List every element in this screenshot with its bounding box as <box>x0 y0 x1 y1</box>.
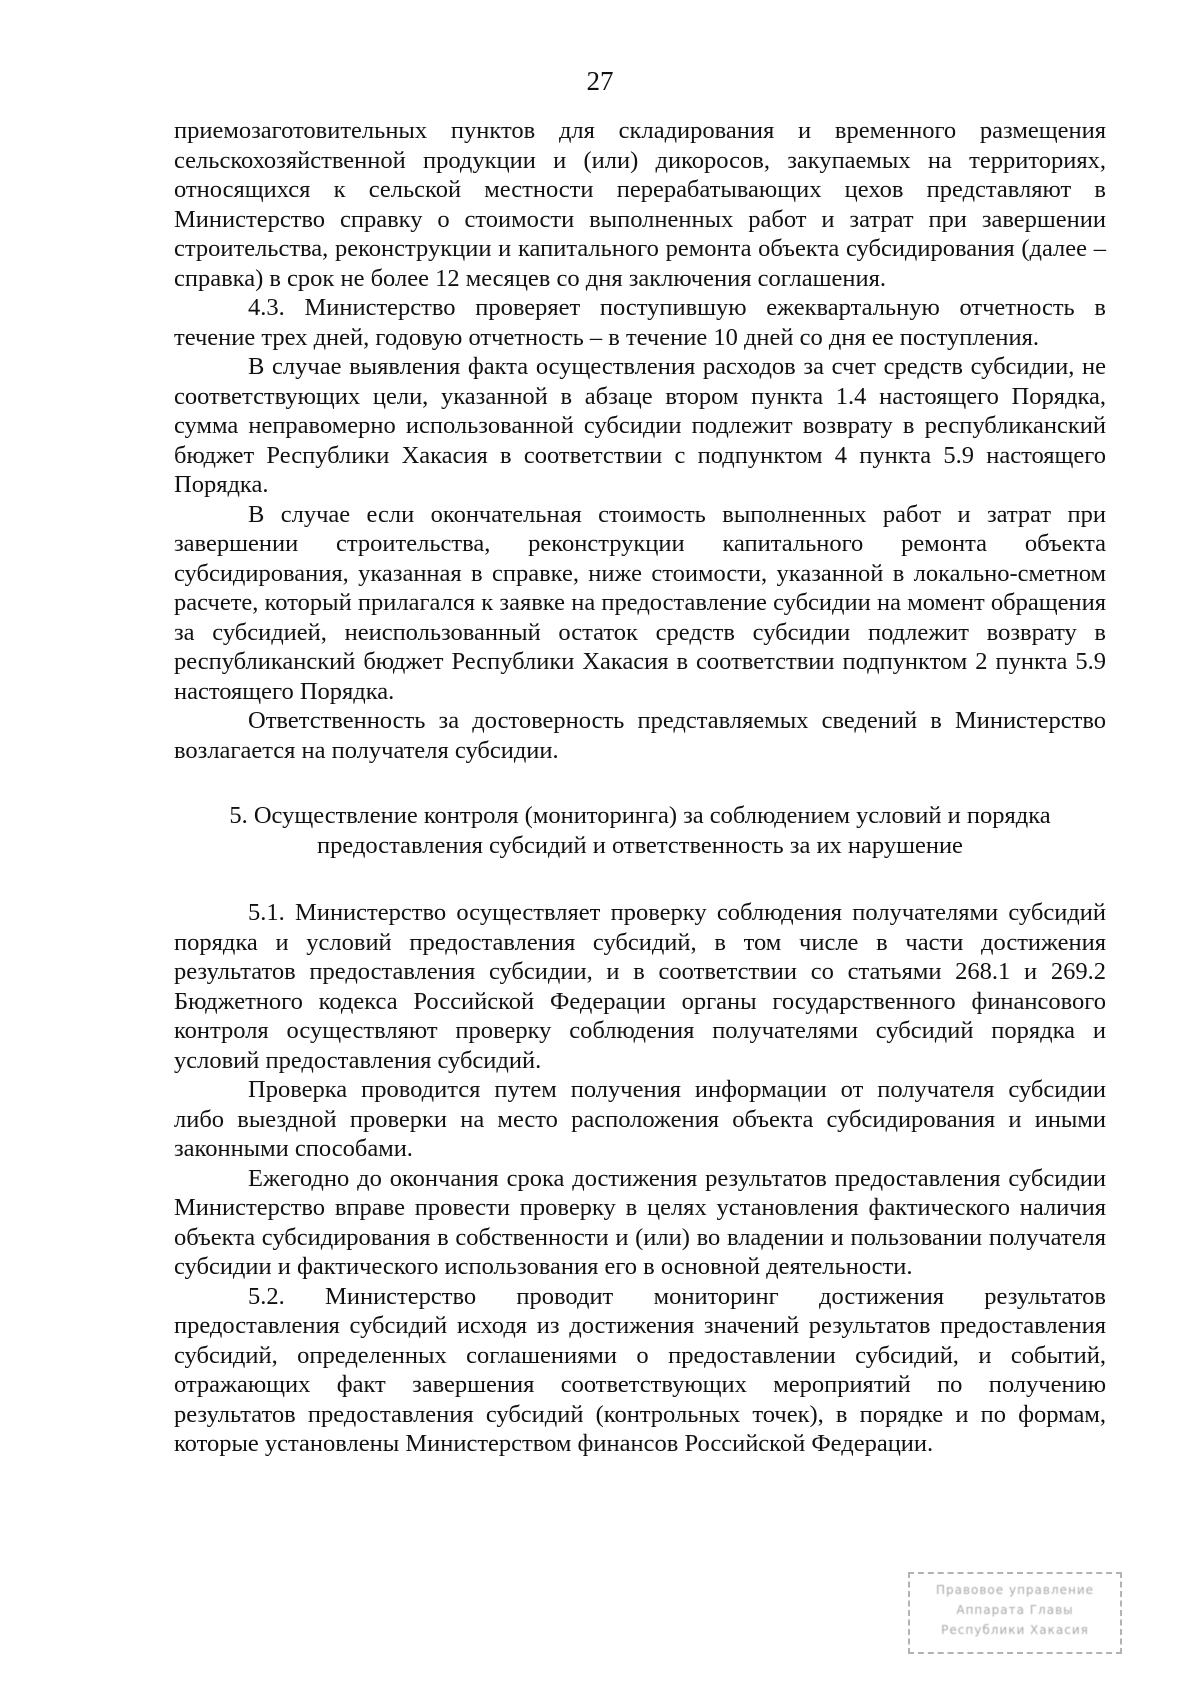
stamp-line-2: Аппарата Главы <box>956 1603 1074 1617</box>
paragraph-4-3: 4.3. Министерство проверяет поступившую ежеквартальную отчетность в течение трех дней, годовую отчетность – в течение 10 дней со дня ее поступления. <box>174 294 1106 351</box>
section-heading-line-2: предоставления субсидий и ответственность за их нарушение <box>317 831 963 859</box>
stamp-line-3: Республики Хакасия <box>941 1623 1089 1637</box>
approval-stamp <box>908 1572 1122 1654</box>
paragraph: В случае если окончательная стоимость выполненных работ и затрат при завершении строительства, реконструкции капитального ремонта объекта субсидирования, указанная в справке, ниже стоимости, указанной в локально-сметном расчете, который прилагался к заявке на предоставление субсидии на момент обращения за субсидией, неиспользованный остаток средств субсидии подлежит возврату в республиканский бюджет Республики Хакасия в соответствии подпунктом 2 пункта 5.9 настоящего Порядка. <box>174 500 1106 705</box>
paragraph: Ежегодно до окончания срока достижения результатов предоставления субсидии Министерство вправе провести проверку в целях установления фактического наличия объекта субсидирования в собственности и (или) во владении и пользовании получателя субсидии и фактического использования его в основной деятельности. <box>174 1164 1106 1280</box>
section-heading <box>174 801 1106 860</box>
paragraph: приемозаготовительных пунктов для складирования и временного размещения сельскохозяйственной продукции и (или) дикоросов, закупаемых на территориях, относящихся к сельской местности перерабатывающих цехов представляют в Министерство справку о стоимости выполненных работ и затрат при завершении строительства, реконструкции и капитального ремонта объекта субсидирования (далее – справка) в срок не более 12 месяцев со дня заключения соглашения. <box>174 117 1106 292</box>
paragraph: В случае выявления факта осуществления расходов за счет средств субсидии, не соответствующих цели, указанной в абзаце втором пункта 1.4 настоящего Порядка, сумма неправомерно использованной субсидии подлежит возврату в республиканский бюджет Республики Хакасия в соответствии с подпунктом 4 пункта 5.9 настоящего Порядка. <box>174 353 1106 498</box>
section-heading-line-1: 5. Осуществление контроля (мониторинга) за соблюдением условий и порядка <box>229 802 1051 829</box>
page-number: 27 <box>586 66 614 96</box>
paragraph: Ответственность за достоверность представляемых сведений в Министерство возлагается на получателя субсидии. <box>174 707 1106 764</box>
stamp-line-1: Правовое управление <box>935 1583 1095 1597</box>
paragraph: Проверка проводится путем получения информации от получателя субсидии либо выездной проверки на место расположения объекта субсидирования и иными законными способами. <box>174 1076 1106 1162</box>
paragraph-5-1: 5.1. Министерство осуществляет проверку соблюдения получателями субсидий порядка и условий предоставления субсидий, в том числе в части достижения результатов предоставления субсидии, и в соответствии со статьями 268.1 и 269.2 Бюджетного кодекса Российской Федерации органы государственного финансового контроля осуществляют проверку соблюдения получателями субсидий порядка и условий предоставления субсидий. <box>174 899 1106 1074</box>
paragraph-5-2: 5.2. Министерство проводит мониторинг достижения результатов предоставления субсидий исходя из достижения значений результатов предоставления субсидий, определенных соглашениями о предоставлении субсидий, и событий, отражающих факт завершения соответствующих мероприятий по получению результатов предоставления субсидий (контрольных точек), в порядке и по формам, которые установлены Министерством финансов Российской Федерации. <box>174 1282 1106 1457</box>
document-body <box>174 116 1106 1459</box>
